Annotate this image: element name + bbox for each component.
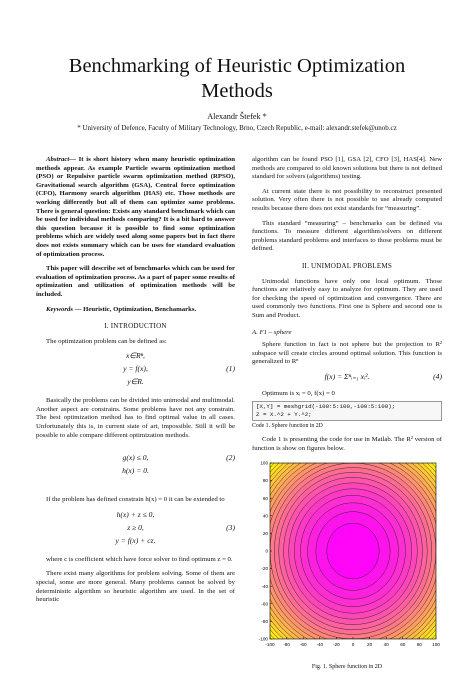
equation-number: (2)	[226, 453, 235, 463]
right-paragraph-4: Unimodal functions have only one local optimum. Those functions are relatively easy to analyze for optimum. They are used for checking the speed of optimization and convergence. There are used commonly two functions. First one is Sphere and second one is Sum and Product.	[252, 277, 442, 319]
y-tick-label: -40	[261, 584, 268, 590]
intro-paragraph-2: Basically the problems can be divided into unimodal and multimodal. Another aspect are constrains. Some problems have not any constrain. The best optimization method has to find optimal value in all cases. Unfortunately this is, in current state of art, impossible. Still it will be possible to able compare different optimization methods.	[36, 397, 235, 439]
right-paragraph-3: This standard “measuring” – benchmarks can be defined via functions. To measure different algorithm/solvers on different problems standard problems and interfaces to those problems must be defined.	[252, 219, 442, 253]
right-paragraph-7: Code 1 is presenting the code for use in Matlab. The R² version of function is show on figures below.	[252, 436, 442, 452]
equation-3-line-a: h(x) + z ≤ 0,	[116, 509, 155, 519]
right-paragraph-5: Sphere function in fact is not sphere but the projection to R² subspace will create circles around optimal solution. This function is generalized to Rⁿ	[252, 341, 442, 366]
keywords-text: — Heuristic, Optimization, Benchamarks.	[73, 305, 197, 313]
equation-4	[252, 373, 442, 386]
figure-caption: Fig. 1. Sphere function in 2D	[311, 664, 383, 671]
keywords	[36, 306, 235, 315]
right-column	[252, 156, 442, 674]
y-tick-label: -100	[258, 637, 268, 643]
right-paragraph-1: algorithm can be found PSO [1], GSA [2], CFO [3], HAS[4]. New methods are compared to old known solutions but there is not defined standard for solvers (algorithms) testing.	[252, 156, 442, 181]
y-tick-label: -80	[261, 619, 268, 625]
author: Alexandr Štefek *	[207, 112, 267, 121]
section-heading-introduction: I. INTRODUCTION	[104, 322, 167, 331]
x-tick-label: 60	[400, 642, 406, 648]
keywords-label: Keywords	[46, 305, 73, 313]
equation-number: (3)	[226, 522, 235, 532]
code-line-2: Z = X.^2 + Y.^2;	[256, 411, 312, 419]
x-tick-label: -60	[299, 642, 307, 648]
right-paragraph-2: At current state there is not possibility to reconstruct presented solution. Very often there is not possible to use already computed results because there does not exist standards for “measuring”.	[252, 187, 442, 212]
affiliation: * University of Defence, Faculty of Military Technology, Brno, Czech Republic, e-mail: alexandr.stefek@unob.cz	[77, 124, 397, 132]
y-tick-label: 40	[262, 513, 268, 519]
contour-fill-group	[252, 459, 442, 659]
figure-sphere-contour	[252, 459, 442, 674]
y-tick-label: 60	[262, 496, 268, 502]
contour-band-1000	[327, 524, 379, 580]
intro-paragraph-5: There exist many algorithms for problem solving. Some of them are special, some are more general. Many problems cannot be solved by deterministic algorithm so heuristic algorithm are used. In the set of heuristic	[36, 570, 235, 604]
intro-paragraph-3: If the problem has defined constrain h(x) = 0 it can be extended to	[46, 496, 225, 504]
code-block	[252, 401, 442, 420]
equation-1-line-a: x∈Rⁿ,	[126, 351, 145, 361]
x-tick-label: 40	[383, 642, 389, 648]
y-tick-label: 20	[262, 531, 268, 537]
code-line-1: [X,Y] = meshgrid(-100:5:100,-100:5:100);	[256, 403, 396, 411]
intro-paragraph-1: The optimization problem can be defined as:	[46, 337, 167, 345]
equation-3-line-c: y = f(x) + cz.	[115, 535, 156, 545]
equation-number: (4)	[433, 371, 442, 381]
abstract	[36, 156, 235, 259]
section-heading-unimodal: II. UNIMODAL PROBLEMS	[301, 261, 393, 270]
intro-paragraph-4: where c is coefficient which have force solver to find optimum z = 0.	[46, 555, 233, 563]
paper-title	[0, 54, 474, 104]
equation-2-line-b: h(x) = 0.	[122, 466, 149, 476]
x-tick-label: -100	[265, 642, 275, 648]
equation-3	[36, 511, 235, 550]
abstract-label: Abstract—	[46, 156, 77, 163]
equation-number: (1)	[226, 364, 235, 374]
x-tick-label: -80	[283, 642, 290, 648]
x-tick-label: 20	[367, 642, 373, 648]
y-tick-label: 100	[260, 461, 268, 467]
equation-1	[36, 352, 235, 391]
title-line-1: Benchmarking of Heuristic Optimization	[68, 55, 406, 77]
abstract-summary: This paper will describe set of benchmarks which can be used for evaluation of optimization process. As a part of paper some results of optimization and utilization of optimization methods will be included.	[36, 265, 235, 298]
y-tick-label: 0	[265, 549, 268, 555]
equation-3-line-b: z ≥ 0,	[127, 522, 144, 532]
y-tick-label: 80	[262, 478, 268, 484]
contour-chart	[252, 459, 442, 659]
right-paragraph-6: Optimum is xᵢ = 0, f(x) = 0	[262, 389, 335, 397]
title-line-2: Methods	[201, 80, 273, 102]
equation-4-text: f(x) = Σⁿᵢ₌₁ xᵢ².	[324, 371, 370, 381]
x-tick-label: 0	[351, 642, 355, 648]
x-tick-label: 80	[416, 642, 422, 648]
equation-2-line-a: g(x) ≤ 0,	[122, 453, 149, 463]
y-tick-label: -60	[261, 601, 268, 607]
x-tick-label: -20	[333, 642, 340, 648]
abstract-text: It is short history when many heuristic optimization methods appear. As example Particle swarm optimization method (PSO) or Repulsive particle swarm optimization method (RPSO), Gravitational search algorithm (GSA), Central force optimization (CFO), Harmony search algorithm (HAS) etc. Those methods are working differently but all of them can optimize same problems. There is general question: Exists any standard benchmark which can be used for individual methods comparing? It is a bit hard to answer this question because it is possible to find some optimization problems which are widely used along some papers but in fact there does not exists summary which can be uses for standard evaluation of optimization process.	[36, 156, 235, 258]
y-tick-label: -20	[261, 566, 268, 572]
x-tick-label: -40	[316, 642, 324, 648]
subsection-heading-sphere: A. F1 – sphere	[252, 328, 292, 336]
equation-2	[36, 454, 235, 480]
x-tick-label: 100	[432, 642, 440, 648]
equation-1-line-b: y = f(x),	[123, 364, 148, 374]
left-column	[36, 156, 235, 611]
code-caption: Code 1. Sphere function in 2D	[252, 422, 323, 429]
equation-1-line-c: y∈R.	[127, 377, 144, 387]
